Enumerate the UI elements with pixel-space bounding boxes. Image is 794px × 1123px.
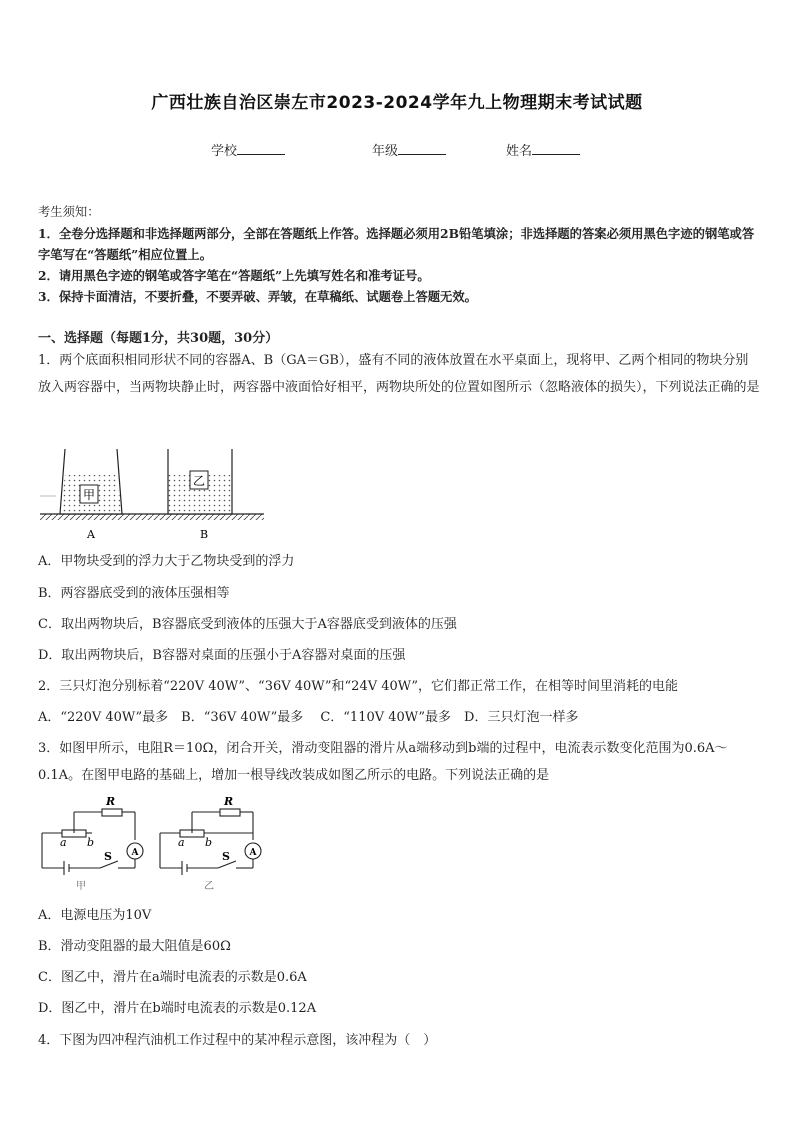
school-label: 学校	[211, 144, 238, 159]
grade-label: 年级	[372, 144, 399, 159]
label-a: A	[87, 528, 95, 541]
b-label-2: b	[205, 836, 213, 849]
r-label: R	[106, 796, 116, 808]
school-blank[interactable]	[237, 142, 285, 155]
question-1-option-d[interactable]: D．取出两物块后，B容器对桌面的压强小于A容器对桌面的压强	[38, 648, 406, 663]
question-1-option-a[interactable]: A．甲物块受到的浮力大于乙物块受到的浮力	[38, 554, 295, 569]
question-3-option-c[interactable]: C．图乙中，滑片在a端时电流表的示数是0.6A	[38, 970, 307, 985]
question-2-options[interactable]: A．“220V 40W”最多 B．“36V 40W”最多 C．“110V 40W”最多 D．三只灯泡一样多	[38, 710, 579, 725]
a-label: a	[60, 836, 67, 849]
question-1-option-c[interactable]: C．取出两物块后，B容器底受到液体的压强大于A容器底受到液体的压强	[38, 617, 457, 632]
question-3-stem: 3．如图甲所示，电阻R＝10Ω，闭合开关，滑动变阻器的滑片从a端移动到b端的过程中，电流表示数变化范围为0.6A～0.1A。在图甲电路的基础上，增加一根导线改装成如图乙所示的电路。下列说法正确的是	[38, 741, 728, 783]
question-1-option-b[interactable]: B．两容器底受到的液体压强相等	[38, 586, 230, 601]
block-jia-label: 甲	[82, 488, 96, 502]
caption-jia: 甲	[76, 881, 86, 892]
s-label: S	[104, 850, 112, 863]
question-3-option-d[interactable]: D．图乙中，滑片在b端时电流表的示数是0.12A	[38, 1001, 317, 1016]
question-3-option-a[interactable]: A．电源电压为10V	[38, 908, 152, 923]
grade-blank[interactable]	[398, 142, 446, 155]
name-field[interactable]	[506, 140, 580, 159]
ammeter-label: A	[131, 848, 139, 858]
note-item: 3．保持卡面清洁，不要折叠，不要弄破、弄皱，在草稿纸、试题卷上答题无效。	[38, 289, 477, 304]
b-label: b	[87, 836, 95, 849]
ammeter-label-2: A	[249, 848, 257, 858]
a-label-2: a	[178, 836, 185, 849]
grade-field[interactable]	[372, 140, 446, 159]
note-item: 2．请用黑色字迹的钢笔或答字笔在“答题纸”上先填写姓名和准考证号。	[38, 268, 430, 283]
name-label: 姓名	[506, 144, 533, 159]
resistor-r	[102, 809, 122, 816]
name-blank[interactable]	[532, 142, 580, 155]
question-1-figure	[38, 444, 268, 544]
exam-notes	[38, 202, 758, 307]
page-title: 广西壮族自治区崇左市2023-2024学年九上物理期末考试试题	[151, 93, 643, 113]
question-4-stem: 4．下图为四冲程汽油机工作过程中的某冲程示意图，该冲程为（ ）	[38, 1033, 437, 1048]
question-1-stem: 1．两个底面积相同形状不同的容器A、B（GA＝GB），盛有不同的液体放置在水平桌面上，现将甲、乙两个相同的物块分别放入两容器中，当两物块静止时，两容器中液面恰好相平，两物块所处的位置如图所示（忽略液体的损失），下列说法正确的是	[38, 353, 760, 395]
label-b: B	[199, 528, 209, 541]
school-field[interactable]	[211, 140, 285, 159]
block-yi-label: 乙	[192, 474, 206, 488]
r-label-2: R	[224, 796, 234, 808]
question-3-option-b[interactable]: B．滑动变阻器的最大阻值是60Ω	[38, 939, 231, 954]
note-item: 1．全卷分选择题和非选择题两部分，全部在答题纸上作答。选择题必须用2B铅笔填涂；非选择题的答案必须用黑色字迹的钢笔或答字笔写在“答题纸”相应位置上。	[38, 226, 755, 262]
notes-heading: 考生须知：	[38, 205, 100, 219]
question-2-stem: 2．三只灯泡分别标着“220V 40W”、“36V 40W”和“24V 40W”，它们都正常工作，在相等时间里消耗的电能	[38, 679, 679, 694]
section-title: 一、选择题（每题1分，共30题，30分）	[38, 331, 279, 346]
question-3-figure	[38, 796, 273, 894]
s-label-2: S	[222, 850, 230, 863]
caption-yi: 乙	[204, 881, 214, 892]
